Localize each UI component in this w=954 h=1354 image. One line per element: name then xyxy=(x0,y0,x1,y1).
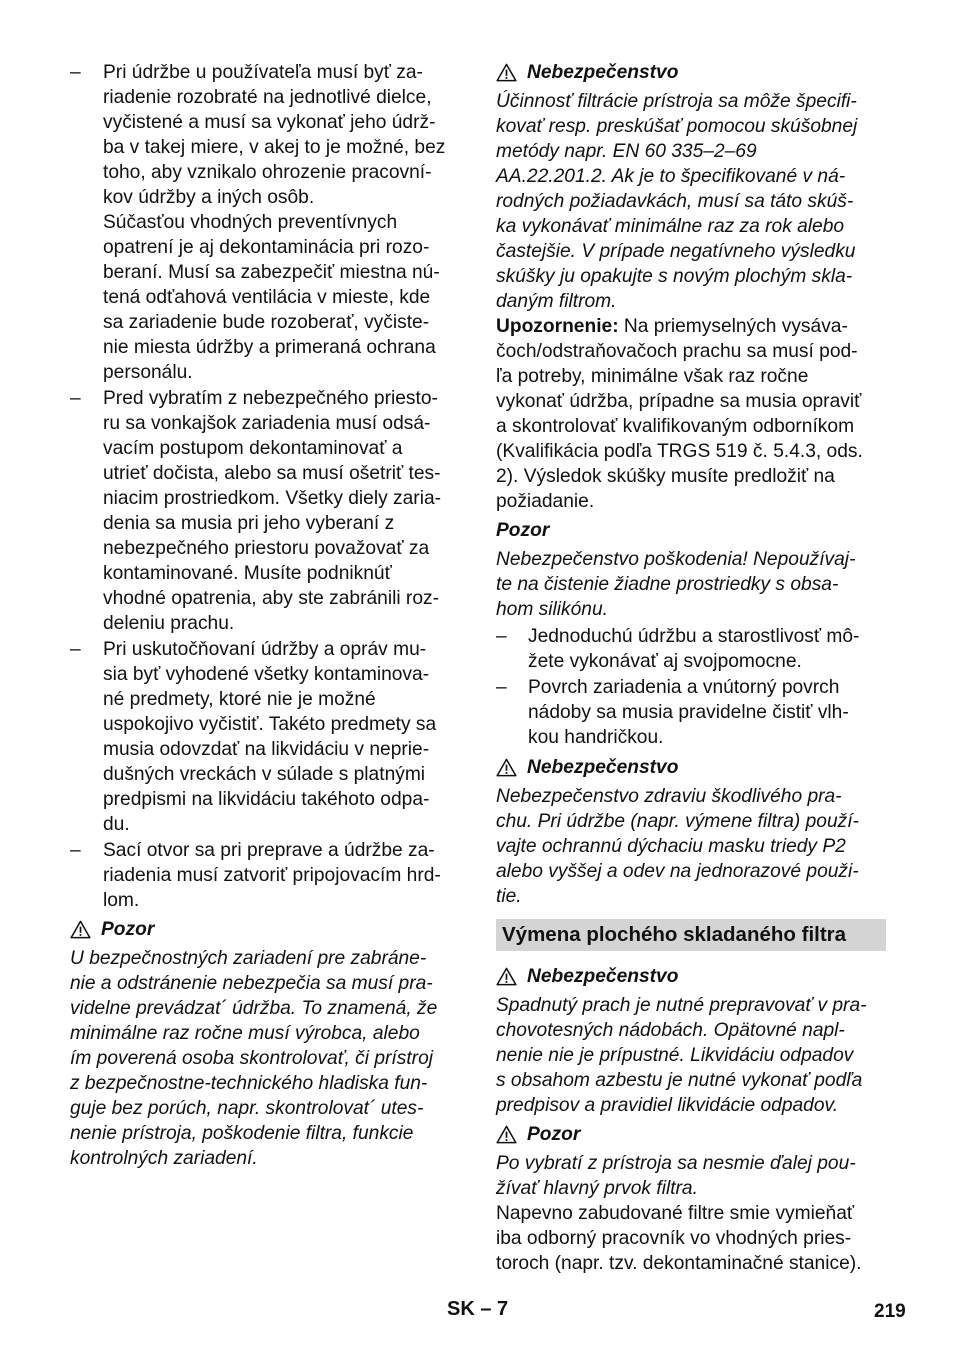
warning-triangle-icon xyxy=(496,63,517,82)
text-line: žívať hlavný prvok filtra. xyxy=(496,1178,698,1199)
list-item-text xyxy=(103,637,458,837)
closing-paragraph xyxy=(496,1201,886,1276)
list-item-text xyxy=(528,675,886,750)
text-line: žete vykonávať aj svojpomocne. xyxy=(528,651,802,672)
text-line: te na čistenie žiadne prostriedky s obsa- xyxy=(496,574,839,595)
list-item-text xyxy=(528,624,886,674)
text-line: Pri uskutočňovaní údržby a opráv mu- xyxy=(103,639,427,660)
danger-block-dust xyxy=(496,755,886,909)
text-line: chu. Pri údržbe (napr. výmene filtra) použí- xyxy=(496,811,859,832)
notice-block xyxy=(496,314,886,514)
text-line: Sací otvor sa pri preprave a údržbe za- xyxy=(103,840,435,861)
left-maintenance-list xyxy=(70,60,458,913)
text-line: ím poverená osoba skontrolovať, či prístroj xyxy=(70,1048,433,1069)
warning-title: Nebezpečenstvo xyxy=(527,966,679,987)
text-line: nie miesta údržby a primeraná ochrana xyxy=(103,337,436,358)
text-line: U bezpečnostných zariadení pre zabráne- xyxy=(70,948,427,969)
warning-title: Pozor xyxy=(101,919,155,940)
text-line: vhodné opatrenia, aby ste zabránili roz- xyxy=(103,588,439,609)
warning-heading xyxy=(70,917,458,942)
section-heading: Výmena plochého skladaného filtra xyxy=(496,919,886,951)
text-line: musia odovzdať na likvidáciu v neprie- xyxy=(103,739,430,760)
text-line: chovotesných nádobách. Opätovné napl- xyxy=(496,1020,845,1041)
text-line: predpisov a pravidiel likvidácie odpadov. xyxy=(496,1095,839,1116)
text-line: ľa potreby, minimálne však raz ročne xyxy=(496,366,809,387)
page-number: 219 xyxy=(874,1301,906,1322)
list-dash: – xyxy=(70,62,81,83)
text-line: Spadnutý prach je nutné prepravovať v pra- xyxy=(496,995,867,1016)
text-line: deleniu prachu. xyxy=(103,613,235,634)
text-line: vykonať údržba, prípadne sa musia opraviť xyxy=(496,391,862,412)
warning-title: Nebezpečenstvo xyxy=(527,757,679,778)
text-line: kontaminované. Musíte podniknúť xyxy=(103,563,392,584)
warning-heading xyxy=(496,60,886,85)
text-line: toho, aby vznikalo ohrozenie pracovní- xyxy=(103,162,432,183)
text-line: Pri údržbe u používateľa musí byť za- xyxy=(103,62,423,83)
text-line: vacím postupom dekontaminovať a xyxy=(103,438,403,459)
list-item xyxy=(70,838,458,913)
left-caution-block xyxy=(70,917,458,1171)
warning-title: Pozor xyxy=(527,1124,581,1145)
text-line: du. xyxy=(103,814,130,835)
text-line: ka vykonávať minimálne raz za rok alebo xyxy=(496,216,845,237)
text-line: kov údržby a iných osôb. xyxy=(103,187,315,208)
text-line: tená odťahová ventilácia v mieste, kde xyxy=(103,287,431,308)
text-line: opatrení je aj dekontaminácia pri rozo- xyxy=(103,237,430,258)
text-line: videlne prevádzat´ údržba. To znamená, že xyxy=(70,998,438,1019)
text-line: guje bez porúch, napr. skontrolovat´ utes- xyxy=(70,1098,424,1119)
text-line: iba odborný pracovník vo vhodných pries- xyxy=(496,1228,852,1249)
text-line: nebezpečného priestoru považovať za xyxy=(103,538,430,559)
warning-text xyxy=(70,946,458,1171)
text-line: lom. xyxy=(103,890,140,911)
text-line: z bezpečnostne-technického hladiska fun- xyxy=(70,1073,428,1094)
text-line: tie. xyxy=(496,886,522,907)
text-line: ru sa vonkajšok zariadenia musí odsá- xyxy=(103,413,431,434)
text-line: dušných vreckách v súlade s platnými xyxy=(103,764,426,785)
care-list xyxy=(496,624,886,750)
warning-title: Nebezpečenstvo xyxy=(527,62,679,83)
text-line: personálu. xyxy=(103,362,193,383)
warning-text xyxy=(496,89,886,314)
text-line: častejšie. V prípade negatívneho výsledku xyxy=(496,241,856,262)
list-dash: – xyxy=(70,639,81,660)
warning-heading xyxy=(496,755,886,780)
danger-block-disposal xyxy=(496,964,886,1118)
text-line: s obsahom azbestu je nutné vykonať podľa xyxy=(496,1070,863,1091)
warning-triangle-icon xyxy=(496,967,517,986)
text-line: beraní. Musí sa zabezpečiť miestna nú- xyxy=(103,262,440,283)
text-line: ba v takej miere, v akej to je možné, bez xyxy=(103,137,446,158)
text-line: nádoby sa musia pravidelne čistiť vlh- xyxy=(528,702,849,723)
notice-label: Upozornenie: xyxy=(496,316,619,337)
text-line: sa zariadenie bude rozoberať, vyčiste- xyxy=(103,312,430,333)
warning-text xyxy=(496,1151,886,1201)
right-column xyxy=(496,60,886,1276)
text-line: nenie nie je prípustné. Likvidáciu odpadov xyxy=(496,1045,854,1066)
left-column xyxy=(70,60,458,1171)
text-line: minimálne raz ročne musí výrobca, alebo xyxy=(70,1023,420,1044)
list-dash: – xyxy=(70,388,81,409)
caution-title: Pozor xyxy=(496,520,550,541)
text-line: rodných požiadavkách, musí sa táto skúš- xyxy=(496,191,854,212)
text-line: Súčasťou vhodných preventívnych xyxy=(103,212,398,233)
text-line: denia sa musia pri jeho vyberaní z xyxy=(103,513,395,534)
footer-section-label: SK – 7 xyxy=(447,1298,509,1320)
text-line: alebo vyššej a odev na jednorazové použi- xyxy=(496,861,859,882)
text-line: Napevno zabudované filtre smie vymieňať xyxy=(496,1203,855,1224)
text-line: daným filtrom. xyxy=(496,291,617,312)
text-line: kontrolných zariadení. xyxy=(70,1148,258,1169)
list-dash: – xyxy=(70,840,81,861)
text-line: vajte ochrannú dýchaciu masku triedy P2 xyxy=(496,836,846,857)
text-line: kovať resp. preskúšať pomocou skúšobnej xyxy=(496,116,858,137)
list-item xyxy=(70,60,458,385)
text-line: požiadanie. xyxy=(496,491,595,512)
text-line: Nebezpečenstvo zdraviu škodlivého pra- xyxy=(496,786,842,807)
list-item xyxy=(496,675,886,750)
text-line: Pred vybratím z nebezpečného priesto- xyxy=(103,388,438,409)
warning-triangle-icon xyxy=(70,920,91,939)
list-item xyxy=(70,637,458,837)
warning-heading xyxy=(496,1122,886,1147)
text-line: čoch/odstraňovačoch prachu sa musí pod- xyxy=(496,341,858,362)
caution-block-filter xyxy=(496,1122,886,1201)
text-line: niacim prostriedkom. Všetky diely zaria- xyxy=(103,488,442,509)
notice-first-line xyxy=(496,314,886,339)
text-line: AA.22.201.2. Ak je to špecifikované v ná- xyxy=(496,166,846,187)
warning-text xyxy=(496,993,886,1118)
text-line: vyčistené a musí sa vykonať jeho údrž- xyxy=(103,112,436,133)
text-line: nie a odstránenie nebezpečia sa musí pra- xyxy=(70,973,433,994)
list-item-text xyxy=(103,386,458,636)
text-line: Jednoduchú údržbu a starostlivosť mô- xyxy=(528,626,860,647)
warning-triangle-icon xyxy=(496,1125,517,1144)
text-line: toroch (napr. tzv. dekontaminačné stanice). xyxy=(496,1253,862,1274)
text-line: 2). Výsledok skúšky musíte predložiť na xyxy=(496,466,835,487)
text-line: kou handričkou. xyxy=(528,727,664,748)
text-line: riadenie rozobraté na jednotlivé dielce, xyxy=(103,87,432,108)
text-line: predpismi na likvidáciu takéhoto odpa- xyxy=(103,789,430,810)
text-line: riadenia musí zatvoriť pripojovacím hrd- xyxy=(103,865,441,886)
text-line: nenie prístroja, poškodenie filtra, funkcie xyxy=(70,1123,414,1144)
danger-block-filtration xyxy=(496,60,886,314)
text-line: sia byť vyhodené všetky kontaminova- xyxy=(103,664,430,685)
list-item xyxy=(70,386,458,636)
text-line: hom silikónu. xyxy=(496,599,608,620)
list-item-text xyxy=(103,838,458,913)
warning-heading xyxy=(496,964,886,989)
warning-text xyxy=(496,784,886,909)
text-line: né predmety, ktoré nie je možné xyxy=(103,689,376,710)
text-line: Povrch zariadenia a vnútorný povrch xyxy=(528,677,840,698)
text-line: Po vybratí z prístroja sa nesmie ďalej pou- xyxy=(496,1153,856,1174)
notice-first-text: Na priemyselných vysáva- xyxy=(618,316,848,337)
text-line: Nebezpečenstvo poškodenia! Nepoužívaj- xyxy=(496,549,856,570)
list-item-text xyxy=(103,60,458,385)
list-item xyxy=(496,624,886,674)
text-line: (Kvalifikácia podľa TRGS 519 č. 5.4.3, ods. xyxy=(496,441,863,462)
caution-block xyxy=(496,518,886,622)
caution-text xyxy=(496,547,886,622)
list-dash: – xyxy=(496,677,507,698)
text-line: utrieť dočista, alebo sa musí ošetriť tes- xyxy=(103,463,441,484)
text-line: skúšky ju opakujte s novým plochým skla- xyxy=(496,266,853,287)
text-line: Účinnosť filtrácie prístroja sa môže špecifi- xyxy=(496,91,857,112)
warning-triangle-icon xyxy=(496,758,517,777)
list-dash: – xyxy=(496,626,507,647)
text-line: metódy napr. EN 60 335–2–69 xyxy=(496,141,757,162)
text-line: uspokojivo vyčistiť. Takéto predmety sa xyxy=(103,714,437,735)
text-line: a skontrolovať kvalifikovaným odborníkom xyxy=(496,416,855,437)
